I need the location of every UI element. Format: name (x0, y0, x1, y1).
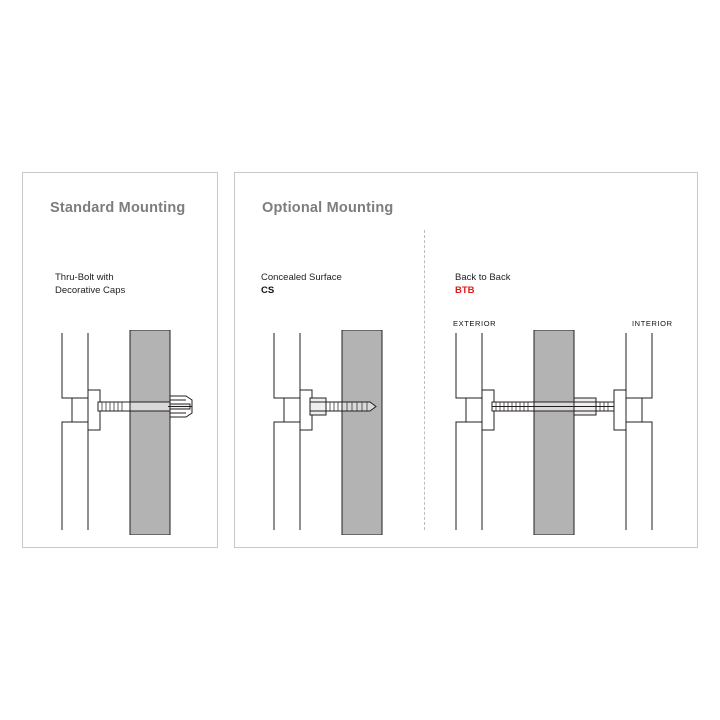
drawing-back-to-back (444, 330, 674, 535)
label-exterior: EXTERIOR (453, 319, 497, 328)
caption-concealed-code: CS (261, 285, 275, 296)
caption-thru-bolt (55, 271, 125, 297)
caption-btb-code: BTB (455, 285, 475, 296)
caption-concealed-surface (261, 271, 342, 297)
label-interior: INTERIOR (632, 319, 673, 328)
caption-back-to-back (455, 271, 510, 297)
drawing-concealed-surface (252, 330, 432, 535)
caption-btb-line1: Back to Back (455, 272, 511, 283)
drawing-thru-bolt (40, 330, 220, 535)
caption-thru-bolt-line2: Decorative Caps (55, 285, 126, 296)
caption-concealed-line1: Concealed Surface (261, 272, 342, 283)
caption-thru-bolt-line1: Thru-Bolt with (55, 272, 114, 283)
panel-title-standard: Standard Mounting (50, 200, 186, 216)
panel-title-optional: Optional Mounting (262, 200, 394, 216)
